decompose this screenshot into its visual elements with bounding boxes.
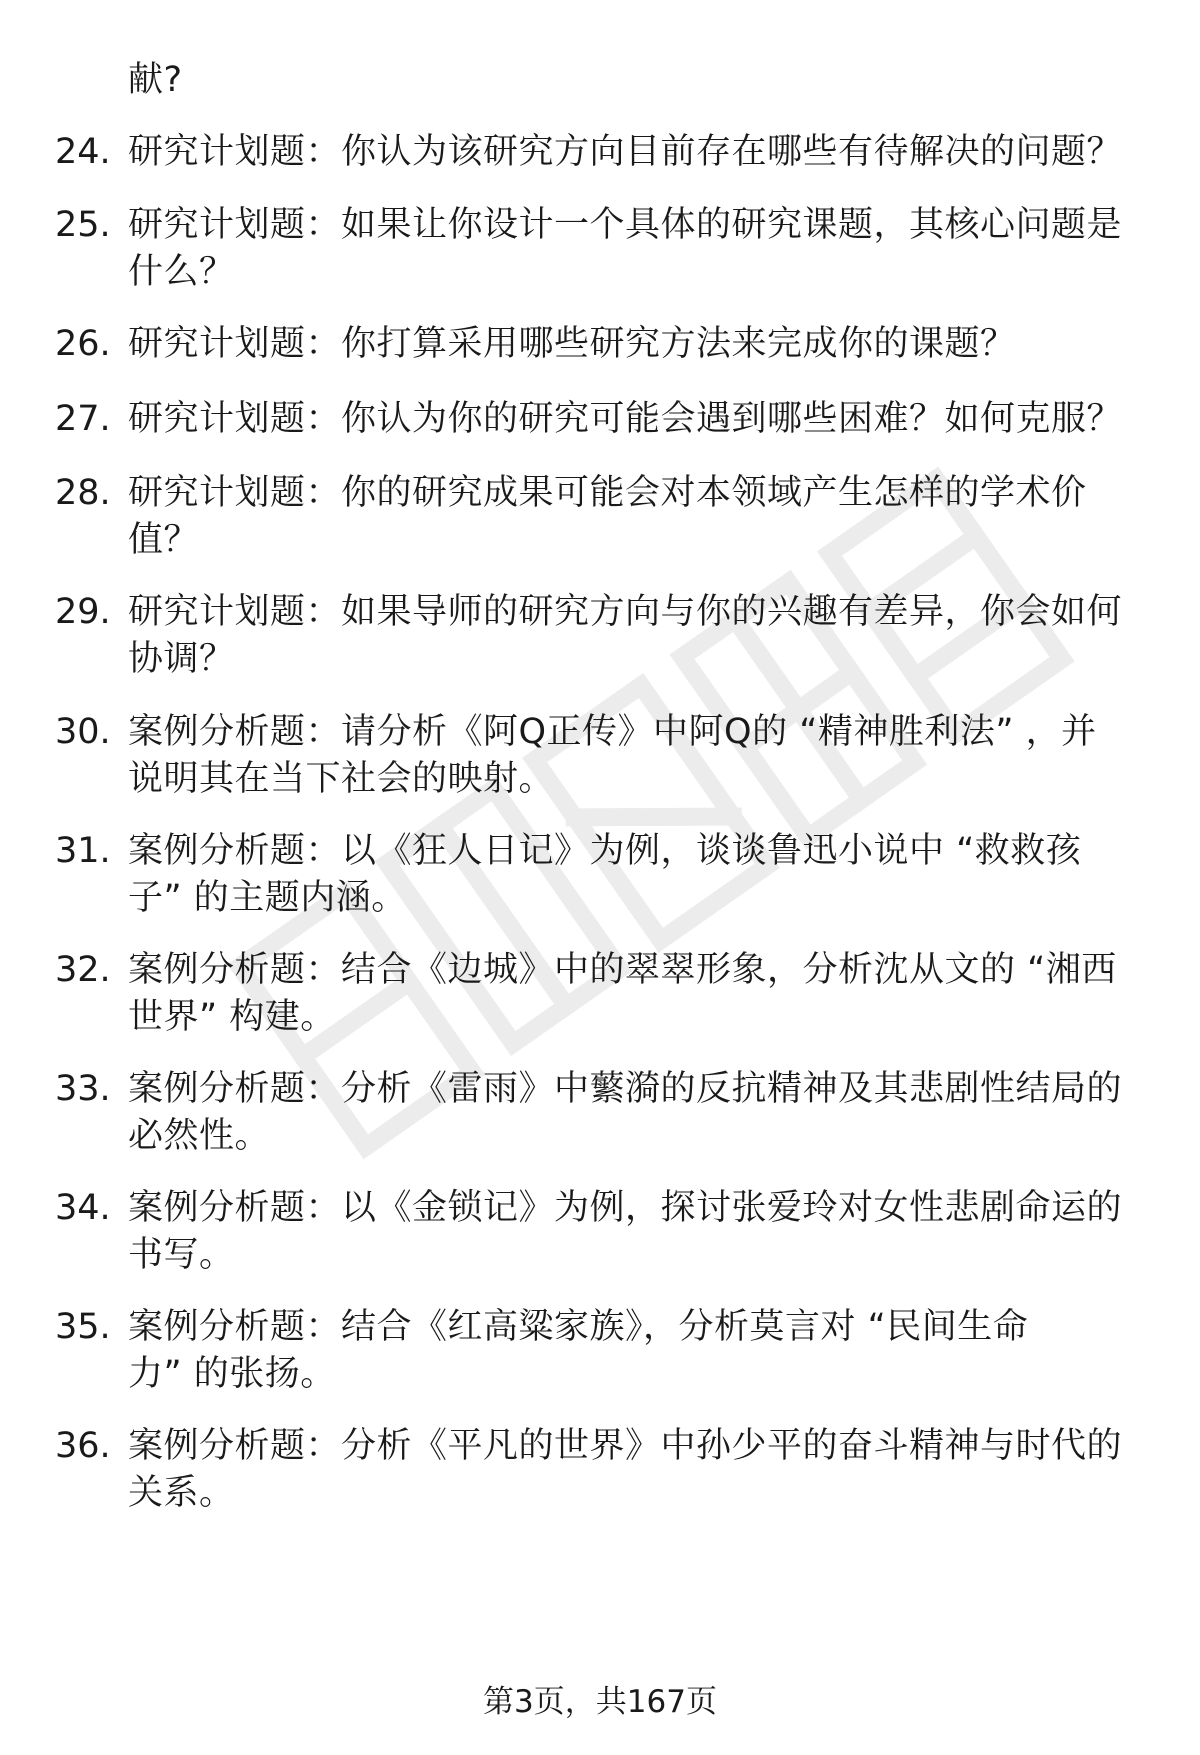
item-number: 29. bbox=[55, 592, 111, 632]
item-number: 34. bbox=[55, 1188, 111, 1228]
item-text-line: 研究计划题：你打算采用哪些研究方法来完成你的课题？ bbox=[128, 324, 1016, 364]
item-text-line: 研究计划题：如果导师的研究方向与你的兴趣有差异，你会如何 bbox=[128, 592, 1123, 632]
item-number: 24. bbox=[55, 132, 111, 172]
item-text-line: 研究计划题：你的研究成果可能会对本领域产生怎样的学术价 bbox=[128, 473, 1087, 513]
item-text-line: 研究计划题：如果让你设计一个具体的研究课题，其核心问题是 bbox=[128, 205, 1123, 245]
continuation-text: 献? bbox=[128, 60, 183, 100]
item-text-line: 书写。 bbox=[128, 1235, 235, 1275]
item-text-line: 关系。 bbox=[128, 1473, 235, 1513]
item-number: 35. bbox=[55, 1307, 111, 1347]
item-number: 30. bbox=[55, 712, 111, 752]
item-number: 25. bbox=[55, 205, 111, 245]
item-number: 32. bbox=[55, 950, 111, 990]
item-text-line: 案例分析题：以《狂人日记》为例，谈谈鲁迅小说中 “救救孩 bbox=[128, 831, 1082, 871]
item-text-line: 研究计划题：你认为该研究方向目前存在哪些有待解决的问题？ bbox=[128, 132, 1123, 172]
item-text-line: 必然性。 bbox=[128, 1116, 271, 1156]
item-number: 31. bbox=[55, 831, 111, 871]
item-text-line: 力” 的张扬。 bbox=[128, 1354, 336, 1394]
item-number: 26. bbox=[55, 324, 111, 364]
item-text-line: 值？ bbox=[128, 520, 200, 560]
item-text-line: 案例分析题：请分析《阿Q正传》中阿Q的 “精神胜利法” ，并 bbox=[128, 712, 1097, 752]
item-text-line: 世界” 构建。 bbox=[128, 997, 336, 1037]
item-number: 28. bbox=[55, 473, 111, 513]
item-text-line: 案例分析题：以《金锁记》为例，探讨张爱玲对女性悲剧命运的 bbox=[128, 1188, 1123, 1228]
item-text-line: 说明其在当下社会的映射。 bbox=[128, 759, 555, 799]
item-number: 33. bbox=[55, 1069, 111, 1109]
item-text-line: 研究计划题：你认为你的研究可能会遇到哪些困难？如何克服？ bbox=[128, 399, 1123, 439]
item-number: 27. bbox=[55, 399, 111, 439]
item-text-line: 子” 的主题内涵。 bbox=[128, 878, 407, 918]
item-number: 36. bbox=[55, 1426, 111, 1466]
item-text-line: 案例分析题：分析《平凡的世界》中孙少平的奋斗精神与时代的 bbox=[128, 1426, 1123, 1466]
page-number-footer: 第3页，共167页 bbox=[483, 1684, 717, 1720]
item-text-line: 什么？ bbox=[128, 252, 235, 292]
item-text-line: 案例分析题：结合《红高粱家族》，分析莫言对 “民间生命 bbox=[128, 1307, 1029, 1347]
item-text-line: 协调？ bbox=[128, 639, 235, 679]
item-text-line: 案例分析题：结合《边城》中的翠翠形象，分析沈从文的 “湘西 bbox=[128, 950, 1117, 990]
item-text-line: 案例分析题：分析《雷雨》中蘩漪的反抗精神及其悲剧性结局的 bbox=[128, 1069, 1123, 1109]
